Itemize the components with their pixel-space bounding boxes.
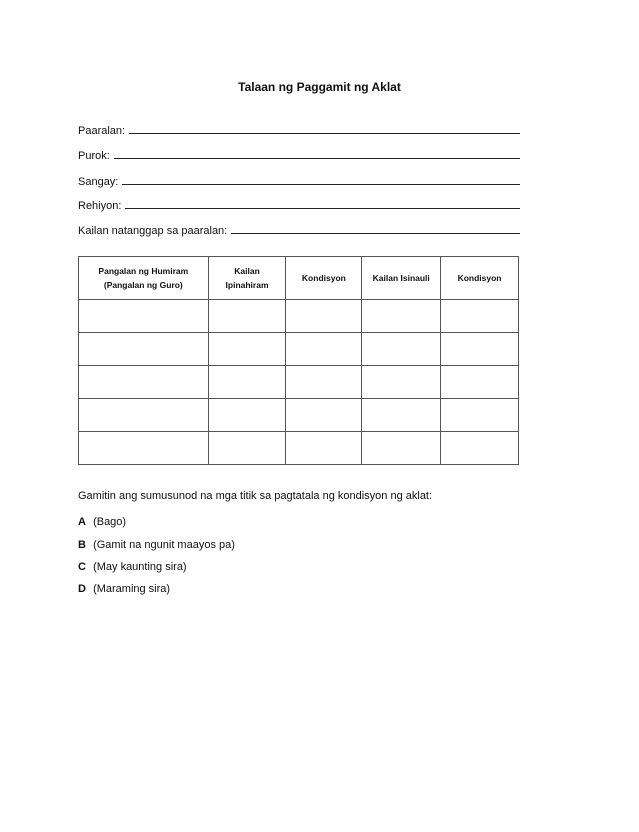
table-cell[interactable] xyxy=(286,432,362,465)
header-line: Kondisyon xyxy=(457,273,502,283)
sangay-label: Sangay: xyxy=(78,176,119,188)
header-line: (Pangalan ng Guro) xyxy=(103,280,183,290)
header-kondisyon-return xyxy=(441,257,519,300)
purok-blank-line[interactable] xyxy=(114,147,520,159)
paaralan-label: Paaralan: xyxy=(78,125,126,137)
purok-label: Purok: xyxy=(78,150,110,162)
header-line: Kailan Isinauli xyxy=(372,273,430,283)
table-cell[interactable] xyxy=(286,300,362,333)
table-cell[interactable] xyxy=(208,366,286,399)
purok-field[interactable] xyxy=(78,146,520,162)
header-line: Ipinahiram xyxy=(225,280,269,290)
table-row xyxy=(79,399,519,432)
legend-item-a xyxy=(78,516,126,528)
table-cell[interactable] xyxy=(208,399,286,432)
table-cell[interactable] xyxy=(286,366,362,399)
legend-desc: (Bago) xyxy=(93,516,127,528)
table-cell[interactable] xyxy=(208,333,286,366)
rehiyon-field[interactable] xyxy=(78,196,520,212)
table-row xyxy=(79,333,519,366)
legend-key: C xyxy=(78,561,86,573)
table-cell[interactable] xyxy=(362,432,441,465)
table-cell[interactable] xyxy=(441,366,519,399)
table-row xyxy=(79,366,519,399)
legend-item-c xyxy=(78,561,187,573)
rehiyon-blank-line[interactable] xyxy=(125,197,520,209)
table-cell[interactable] xyxy=(441,300,519,333)
table-cell[interactable] xyxy=(362,366,441,399)
borrowing-record-table xyxy=(78,256,519,465)
table-cell[interactable] xyxy=(362,399,441,432)
kailan-natanggap-blank-line[interactable] xyxy=(231,222,520,234)
kailan-natanggap-field[interactable] xyxy=(78,221,520,237)
table-cell[interactable] xyxy=(441,432,519,465)
header-line: Kailan xyxy=(234,266,260,276)
header-kondisyon xyxy=(286,257,362,300)
legend-key: D xyxy=(78,583,86,595)
legend-desc: (May kaunting sira) xyxy=(93,561,187,573)
table-cell[interactable] xyxy=(208,432,286,465)
page-title: Talaan ng Paggamit ng Aklat xyxy=(238,80,401,94)
table-cell[interactable] xyxy=(286,333,362,366)
legend-key: A xyxy=(78,516,86,528)
kailan-natanggap-label: Kailan natanggap sa paaralan: xyxy=(78,225,228,237)
table-cell[interactable] xyxy=(79,333,209,366)
sangay-field[interactable] xyxy=(78,172,520,188)
paaralan-blank-line[interactable] xyxy=(129,122,520,134)
sangay-blank-line[interactable] xyxy=(122,173,520,185)
legend-item-d xyxy=(78,583,170,595)
paaralan-field[interactable] xyxy=(78,121,520,137)
header-kailan-isinauli xyxy=(362,257,441,300)
header-line: Pangalan ng Humiram xyxy=(98,266,189,276)
table-cell[interactable] xyxy=(286,399,362,432)
table-header-row xyxy=(79,257,519,300)
table-cell[interactable] xyxy=(79,366,209,399)
header-pangalan-ng-humiram xyxy=(79,257,209,300)
legend-desc: (Maraming sira) xyxy=(93,583,171,595)
instructions-text: Gamitin ang sumusunod na mga titik sa pagtatala ng kondisyon ng aklat: xyxy=(78,490,433,502)
header-line: Kondisyon xyxy=(301,273,346,283)
table-cell[interactable] xyxy=(208,300,286,333)
table-cell[interactable] xyxy=(441,399,519,432)
legend-item-b xyxy=(78,539,235,551)
table-cell[interactable] xyxy=(79,300,209,333)
table-row xyxy=(79,432,519,465)
table-cell[interactable] xyxy=(79,399,209,432)
table-cell[interactable] xyxy=(441,333,519,366)
rehiyon-label: Rehiyon: xyxy=(78,200,122,212)
header-kailan-ipinahiram xyxy=(208,257,286,300)
legend-desc: (Gamit na ngunit maayos pa) xyxy=(93,539,235,551)
table-cell[interactable] xyxy=(362,333,441,366)
table-row xyxy=(79,300,519,333)
table-cell[interactable] xyxy=(362,300,441,333)
legend-key: B xyxy=(78,539,86,551)
table-cell[interactable] xyxy=(79,432,209,465)
